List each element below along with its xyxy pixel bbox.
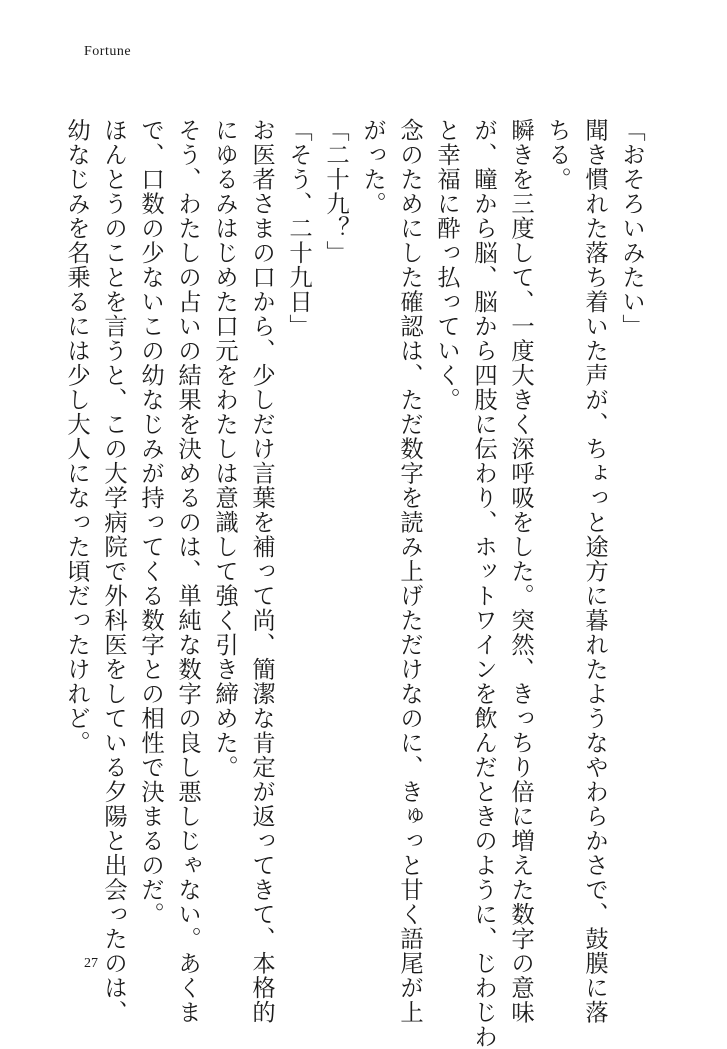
text-line: 「おそろいみたい」 xyxy=(618,118,645,339)
text-line: ちる。 xyxy=(544,118,571,192)
page-number: 27 xyxy=(84,956,98,971)
text-line: ほんとうのことを言うと、この大学病院で外科医をしている夕陽と出会ったのは、 xyxy=(100,118,127,1025)
text-line: そう、わたしの占いの結果を決めるのは、単純な数字の良し悪しじゃない。あくま xyxy=(174,118,201,1025)
text-line: がった。 xyxy=(359,118,386,216)
text-line: 聞き慣れた落ち着いた声が、ちょっと途方に暮れたようなやわらかさで、鼓膜に落 xyxy=(581,118,608,1025)
text-line: お医者さまの口から、少しだけ言葉を補って尚、簡潔な肯定が返ってきて、本格的 xyxy=(248,118,275,1025)
text-line: 「そう、二十九日」 xyxy=(285,118,312,339)
text-line: にゆるみはじめた口元をわたしは意識して強く引き締めた。 xyxy=(211,118,238,780)
text-line: と幸福に酔っ払っていく。 xyxy=(433,118,460,412)
text-line: で、口数の少ないこの幼なじみが持ってくる数字との相性で決まるのだ。 xyxy=(137,118,164,927)
text-line: 瞬きを三度して、一度大きく深呼吸をした。突然、きっちり倍に増えた数字の意味 xyxy=(507,118,534,1025)
text-line: が、瞳から脳、脳から四肢に伝わり、ホットワインを飲んだときのように、じわじわ xyxy=(470,118,497,1049)
text-line: 念のためにした確認は、ただ数字を読み上げただけなのに、きゅっと甘く語尾が上 xyxy=(396,118,423,1025)
text-line: 「二十九？」 xyxy=(322,118,349,265)
text-line: 幼なじみを名乗るには少し大人になった頃だったけれど。 xyxy=(63,118,90,755)
running-header-title: Fortune xyxy=(84,44,132,59)
